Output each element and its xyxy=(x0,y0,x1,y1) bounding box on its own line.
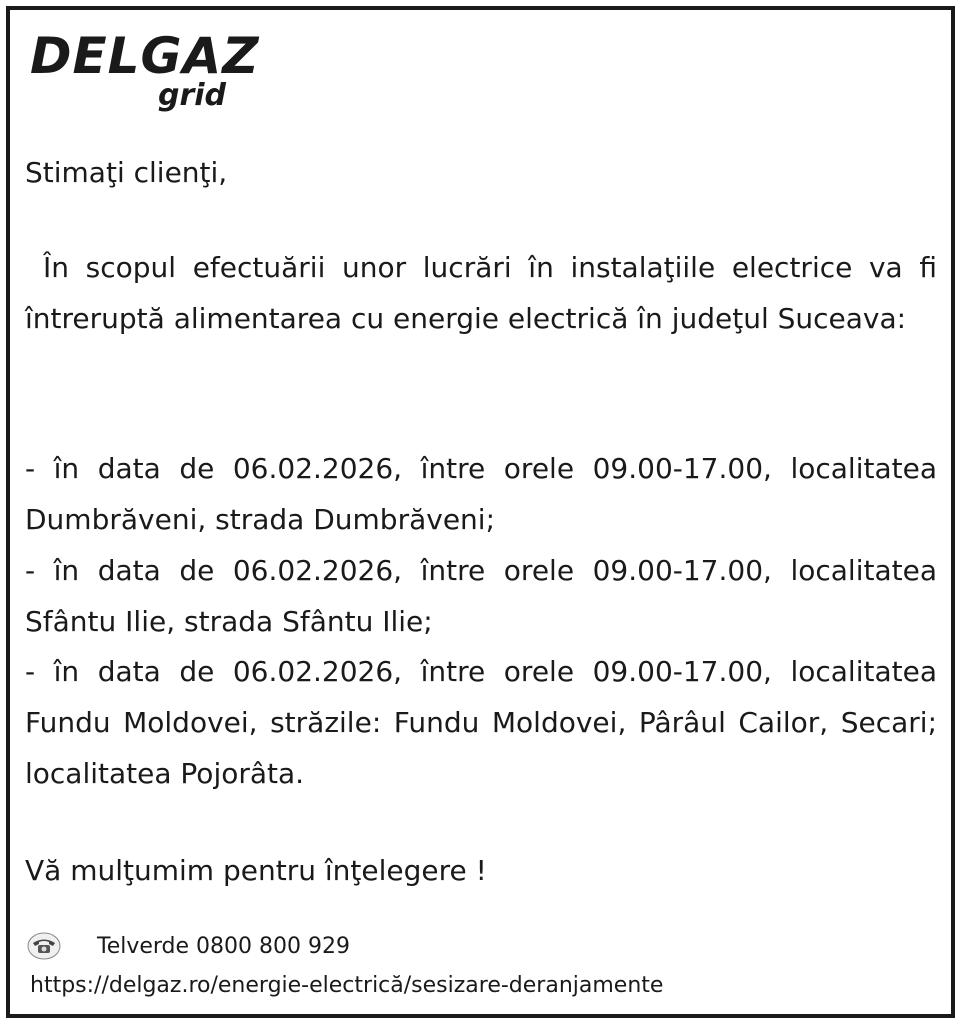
contact-line xyxy=(27,928,350,964)
website-link[interactable]: https://delgaz.ro/energie-electrică/sesizare-deranjamente xyxy=(30,973,664,998)
delgaz-grid-logo xyxy=(30,27,260,118)
logo-sub: grid xyxy=(158,78,227,113)
phone-number: Telverde 0800 800 929 xyxy=(97,933,351,959)
outage-item: - în data de 06.02.2026, între orele 09.00-17.00, localitatea Fundu Moldovei, străzile: Fundu Moldovei, Pârâul Cailor, Secari; localitatea Pojorâta. xyxy=(25,655,937,790)
telephone-icon xyxy=(27,932,61,960)
outage-item: - în data de 06.02.2026, între orele 09.00-17.00, localitatea Sfântu Ilie, strada Sfântu Ilie; xyxy=(25,554,937,638)
logo-brand: DELGAZ xyxy=(30,27,260,85)
intro-paragraph: În scopul efectuării unor lucrări în instalaţiile electrice va fi întreruptă alimentarea cu energie electrică în judeţul Suceava: xyxy=(25,251,937,335)
salutation: Stimaţi clienţi, xyxy=(25,156,228,189)
closing-text: Vă mulţumim pentru înţelegere ! xyxy=(25,854,487,887)
outage-item: - în data de 06.02.2026, între orele 09.00-17.00, localitatea Dumbrăveni, strada Dumbrăveni; xyxy=(25,452,937,536)
